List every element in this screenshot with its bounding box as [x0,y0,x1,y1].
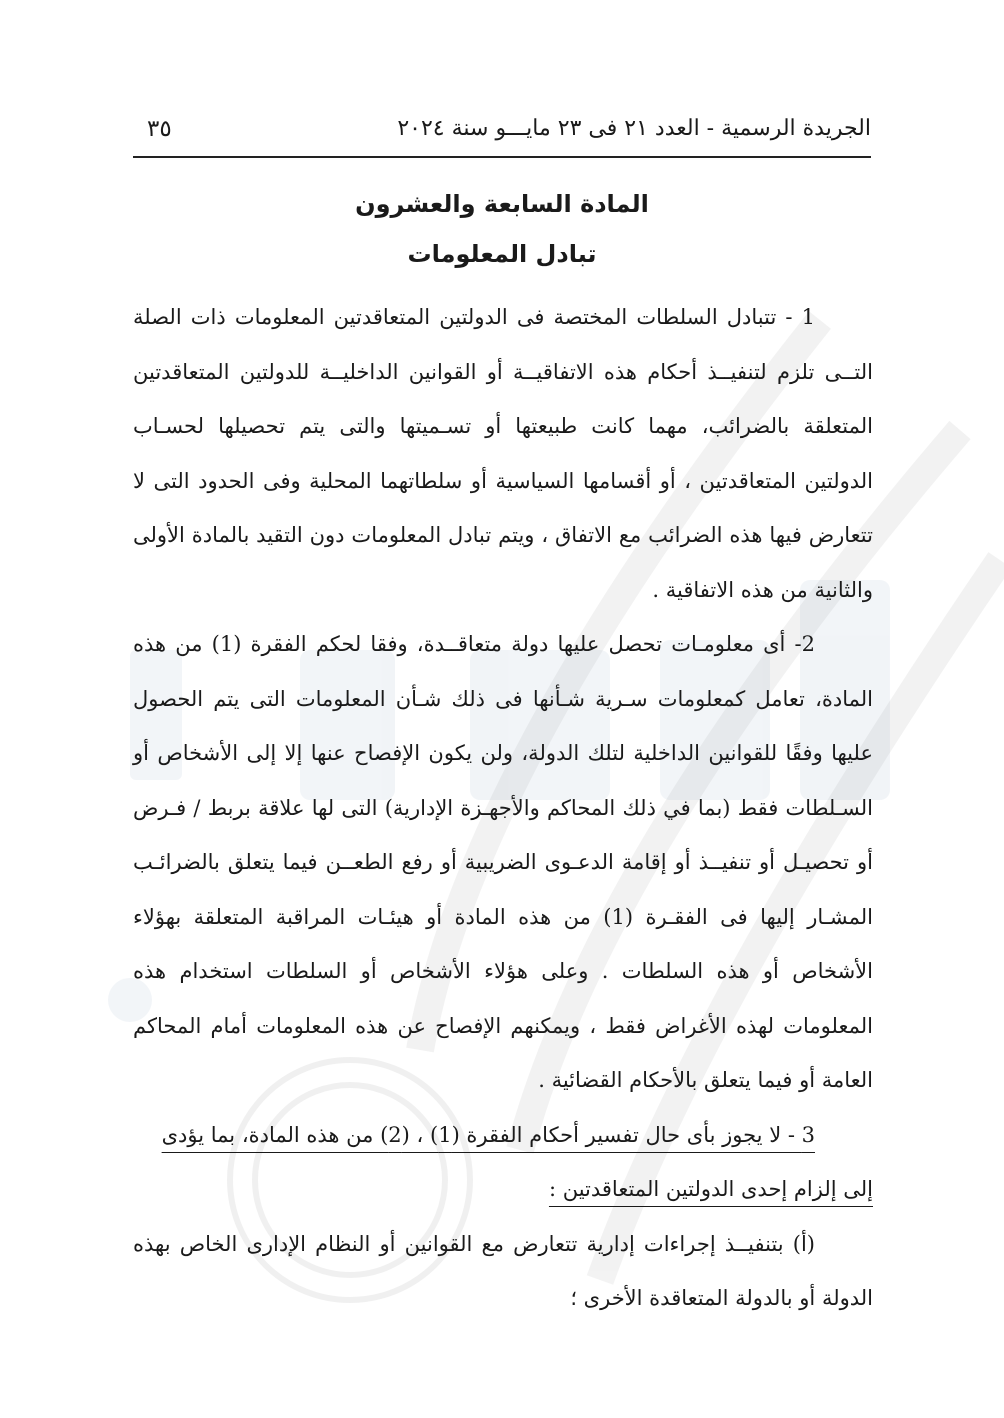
paragraph-2: 2- أى معلومـات تحصل عليها دولة متعاقــدة، وفقا لحكم الفقرة (1) من هذه المادة، تعامل كمعلومات سـرية شـأنها فى ذلك شـأن المعلومات التى يتم الحصول عليها وفقًا للقوانين الداخلية لتلك الدولة، ولن يكون الإفصاح عنها إلا إلى الأشخاص أو السـلطات فقط (بما في ذلك المحاكم والأجهـزة الإدارية) التى لها علاقة بربط / فـرض أو تحصيـل أو تنفيــذ أو إقامة الدعـوى الضريبية أو رفع الطعــن فيما يتعلق بالضرائـب المشـار إليها فى الفقـرة (1) من هذه المادة أو هيئـات المراقبة المتعلقة بهؤلاء الأشخاص أو هذه السلطات . وعلى هؤلاء الأشخاص أو السلطات استخدام هذه المعلومات لهذه الأغراض فقط ، ويمكنهم الإفصاح عن هذه المعلومات أمام المحاكم العامة أو فيما يتعلق بالأحكام القضائية . [133,632,873,1092]
paragraph-3-text-2: إلى إلزام إحدى الدولتين المتعاقدتين : [548,1177,873,1201]
paragraph-3-line-2 [133,1162,873,1217]
article-subtitle: تبادل المعلومات [407,240,597,268]
item-a: (أ) بتنفيــذ إجراءات إدارية تتعارض مع القوانين أو النظام الإدارى الخاص بهذه الدولة أو بالدولة المتعاقدة الأخرى ؛ [133,1231,873,1310]
paragraph-1: 1 - تتبادل السلطات المختصة فى الدولتين المتعاقدتين المعلومات ذات الصلة التــى تلزم لتنفيــذ أحكام هذه الاتفاقيــة أو القوانين الداخليــة للدولتين المتعاقدتين المتعلقة بالضرائب، مهما كانت طبيعتها أو تسـميتها والتى يتم تحصيلها لحسـاب الدولتين المتعاقدتين ، أو أقسامها السياسية أو سلطاتهما المحلية وفى الحدود التى لا تتعارض فيها هذه الضرائب مع الاتفاق ، ويتم تبادل المعلومات دون التقيد بالمادة الأولى والثانية من هذه الاتفاقية . [133,305,873,602]
gazette-header-title: الجريدة الرسمية - العدد ٢١ فى ٢٣ مايـــو سنة ٢٠٢٤ [397,116,871,141]
article-body [133,290,873,1326]
page-header [133,112,871,152]
paragraph-3-line-1 [133,1108,873,1163]
paragraph-3-text-1: 3 - لا يجوز بأى حال تفسير أحكام الفقرة (1) ، (2) من هذه المادة، بما يؤدى [161,1122,815,1147]
header-divider [133,156,871,158]
article-title: المادة السابعة والعشرون [355,190,649,218]
page-number: ٣٥ [147,116,172,142]
